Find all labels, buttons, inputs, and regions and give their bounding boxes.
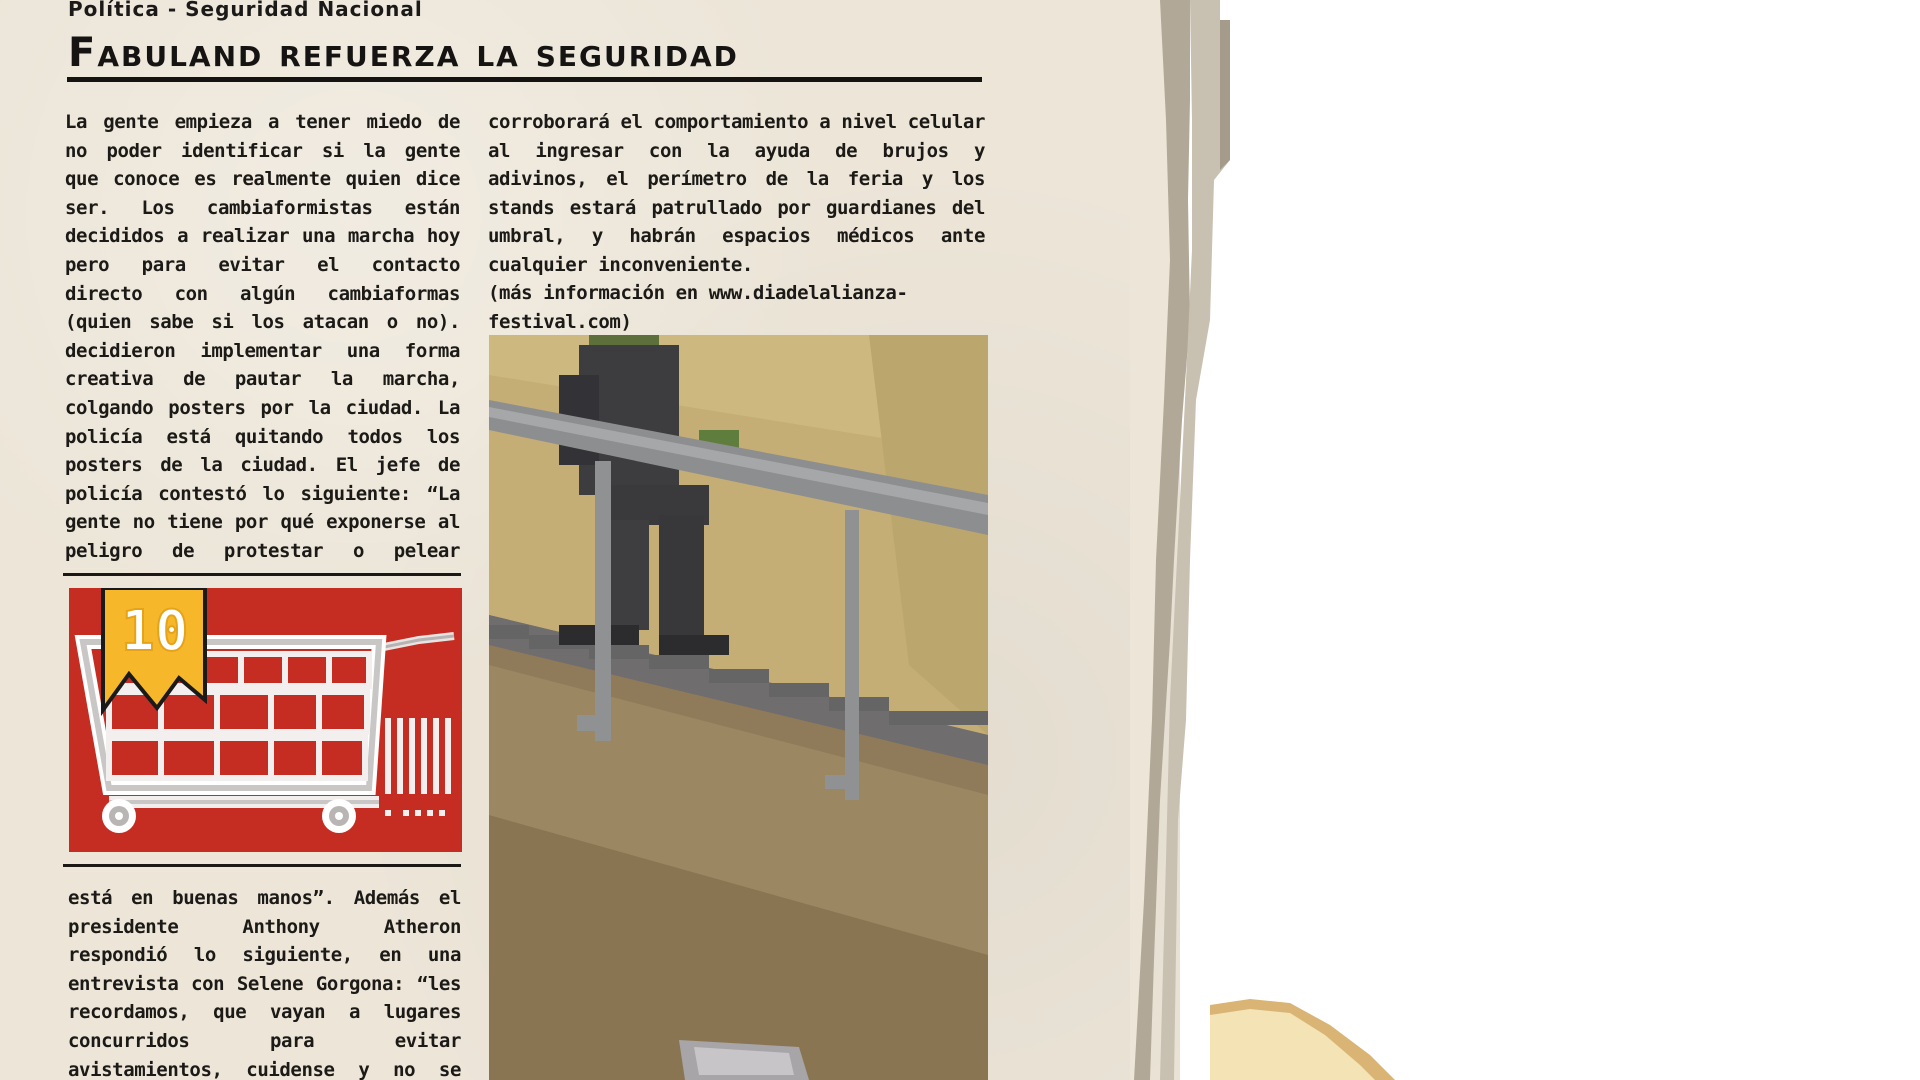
ad-divider-top <box>63 573 461 576</box>
headline-rule <box>67 77 982 82</box>
article-left-column-top: La gente empieza a tener miedo de no poder identificar si la gente que conoce es realmente quien dice ser. Los cambiaformistas están decididos a realizar una marcha hoy pero para evitar el contacto directo con algún cambiaformas (quien sabe si los atacan o no). decidieron implementar una forma creativa de pautar la marcha, colgando posters por la ciudad. La policía está quitando todos los posters de la ciudad. El jefe de policía contestó lo siguiente: “La gente no tiene por qué exponerse al peligro de protestar o pelear <box>65 111 460 562</box>
torn-paper-edge <box>1130 0 1310 1080</box>
background-sand <box>1210 995 1410 1080</box>
section-label: Política - Seguridad Nacional <box>68 0 423 21</box>
ad-divider-bottom <box>63 864 461 867</box>
guard-on-stairs-illustration <box>489 335 988 1080</box>
shopping-cart-icon <box>69 588 462 852</box>
cart-wheel-right <box>322 799 356 833</box>
badge-number: 10 <box>121 599 189 664</box>
more-info-link[interactable]: (más información en www.diadelalianza-festival.com) <box>488 282 908 333</box>
guard-photo <box>489 335 988 1080</box>
cart-wheel-left <box>102 799 136 833</box>
article-right-column: corroborará el comportamiento a nivel celular al ingresar con la ayuda de brujos y adivinos, el perímetro de la feria y los stands estará patrullado por guardianes del umbral, y habrán espacios médicos ante cualquier inconveniente. <box>488 111 985 276</box>
article-left-column-bottom: está en buenas manos”. Además el presidente Anthony Atheron respondió lo siguiente, en una entrevista con Selene Gorgona: “les recordamos, que vayan a lugares concurridos para evitar avistamientos, cuidense y no se <box>68 887 461 1080</box>
headline: Fabuland refuerza la seguridad <box>68 30 739 76</box>
shopping-cart-ad <box>69 588 462 852</box>
